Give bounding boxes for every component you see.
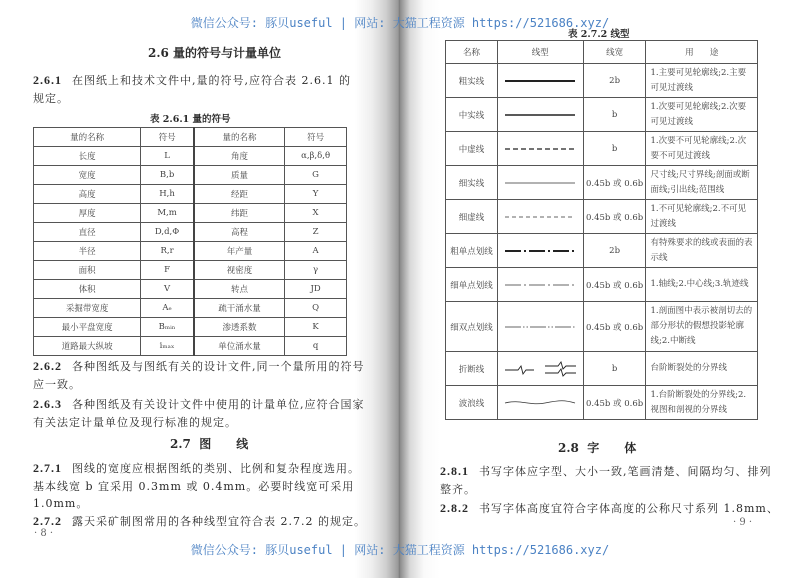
usage-cell: 1.剖面图中表示被剖切去的部分形状的假想投影轮廓线;2.中断线 bbox=[646, 302, 758, 352]
symbol-cell: K bbox=[285, 318, 347, 337]
line-sample-cell bbox=[497, 98, 583, 132]
column-header: 用 途 bbox=[646, 41, 758, 64]
quantity-name-cell: 厚度 bbox=[34, 204, 141, 223]
clause-number: 2.6.1 bbox=[33, 73, 62, 87]
quantity-name-cell: 角度 bbox=[194, 147, 285, 166]
quantity-name-cell: 体积 bbox=[34, 280, 141, 299]
text-line: 在图纸上和技术文件中,量的符号,应符合表 2.6.1 的 bbox=[72, 74, 351, 87]
table-row bbox=[446, 302, 758, 352]
line-sample-cell bbox=[497, 132, 583, 166]
quantity-name-cell: 最小平盘宽度 bbox=[34, 318, 141, 337]
table-row bbox=[446, 268, 758, 302]
line-name-cell: 粗单点划线 bbox=[446, 234, 498, 268]
thick-solid-line-sample-icon bbox=[500, 73, 580, 89]
paragraph-2-6-3: 2.6.3 各种图纸及有关设计文件中使用的计量单位,应符合国家 bbox=[33, 397, 365, 411]
usage-cell: 1.主要可见轮廓线;2.主要可见过渡线 bbox=[646, 64, 758, 98]
quantity-name-cell: 高程 bbox=[194, 223, 285, 242]
usage-cell: 1.次要可见轮廓线;2.次要可见过渡线 bbox=[646, 98, 758, 132]
symbol-cell: L bbox=[141, 147, 194, 166]
quantity-name-cell: 转点 bbox=[194, 280, 285, 299]
column-header: 名称 bbox=[446, 41, 498, 64]
line-width-cell: 0.45b 或 0.6b bbox=[583, 166, 646, 200]
wavy-line-sample-icon bbox=[500, 395, 580, 411]
watermark-bottom: 微信公众号: 豚贝useful | 网站: 大猫工程资源 https://521686.xyz/ bbox=[190, 543, 610, 557]
column-header: 符号 bbox=[285, 128, 347, 147]
table-row bbox=[446, 132, 758, 166]
line-width-cell: 2b bbox=[583, 234, 646, 268]
quantity-name-cell: 长度 bbox=[34, 147, 141, 166]
table-row bbox=[34, 223, 347, 242]
paragraph-2-8-1: 2.8.1 书写字体应字型、大小一致,笔画清楚、间隔均匀、排列 bbox=[440, 464, 772, 478]
paragraph-2-6-2: 2.6.2 各种图纸及与图纸有关的设计文件,同一个量所用的符号 bbox=[33, 359, 365, 373]
symbol-cell: H,h bbox=[141, 185, 194, 204]
line-name-cell: 粗实线 bbox=[446, 64, 498, 98]
column-header: 线宽 bbox=[583, 41, 646, 64]
line-sample-cell bbox=[497, 166, 583, 200]
table-row bbox=[446, 200, 758, 234]
table-row bbox=[446, 64, 758, 98]
section-heading-2-7: 2.7 图 线 bbox=[170, 437, 249, 451]
usage-cell: 1.轴线;2.中心线;3.轨迹线 bbox=[646, 268, 758, 302]
section-heading-2-8: 2.8 字 体 bbox=[558, 441, 637, 455]
thin-dashed-line-sample-icon bbox=[500, 209, 580, 225]
table-row bbox=[446, 166, 758, 200]
table-row bbox=[34, 318, 347, 337]
quantity-name-cell: 年产量 bbox=[194, 242, 285, 261]
usage-cell: 1.台阶断裂处的分界线;2.视图和剖视的分界线 bbox=[646, 386, 758, 420]
line-width-cell: b bbox=[583, 98, 646, 132]
symbol-cell: D,d,Φ bbox=[141, 223, 194, 242]
medium-dashed-line-sample-icon bbox=[500, 141, 580, 157]
symbol-cell: G bbox=[285, 166, 347, 185]
paragraph-2-6-1 bbox=[33, 72, 351, 88]
table-row bbox=[34, 299, 347, 318]
symbol-cell: q bbox=[285, 337, 347, 356]
table-row bbox=[34, 185, 347, 204]
symbol-cell: Aₑ bbox=[141, 299, 194, 318]
line-name-cell: 中虚线 bbox=[446, 132, 498, 166]
line-name-cell: 细单点划线 bbox=[446, 268, 498, 302]
line-sample-cell bbox=[497, 302, 583, 352]
line-width-cell: 0.45b 或 0.6b bbox=[583, 386, 646, 420]
table-row bbox=[446, 98, 758, 132]
symbol-cell: A bbox=[285, 242, 347, 261]
table-row bbox=[34, 147, 347, 166]
line-sample-cell bbox=[497, 386, 583, 420]
symbol-cell: γ bbox=[285, 261, 347, 280]
usage-cell: 1.次要不可见轮廓线;2.次要不可见过渡线 bbox=[646, 132, 758, 166]
paragraph-2-7-2: 2.7.2 露天采矿制图常用的各种线型宜符合表 2.7.2 的规定。 bbox=[33, 514, 366, 528]
symbol-cell: B,b bbox=[141, 166, 194, 185]
text-line: 基本线宽 b 宜采用 0.3mm 或 0.4mm。必要时线宽可采用 bbox=[33, 480, 355, 493]
section-heading-2-6: 2.6 量的符号与计量单位 bbox=[148, 46, 282, 60]
text-line: 规定。 bbox=[33, 92, 69, 105]
quantity-name-cell: 单位涌水量 bbox=[194, 337, 285, 356]
quantity-name-cell: 质量 bbox=[194, 166, 285, 185]
line-sample-cell bbox=[497, 268, 583, 302]
usage-cell: 尺寸线;尺寸界线;剖面或断面线;引出线;范围线 bbox=[646, 166, 758, 200]
line-sample-cell bbox=[497, 200, 583, 234]
line-width-cell: 2b bbox=[583, 64, 646, 98]
table-row bbox=[446, 352, 758, 386]
usage-cell: 台阶断裂处的分界线 bbox=[646, 352, 758, 386]
symbol-cell: M,m bbox=[141, 204, 194, 223]
line-name-cell: 中实线 bbox=[446, 98, 498, 132]
column-header: 量的名称 bbox=[194, 128, 285, 147]
text-line: 有关法定计量单位及现行标准的规定。 bbox=[33, 416, 237, 429]
symbol-cell: Q bbox=[285, 299, 347, 318]
line-width-cell: b bbox=[583, 132, 646, 166]
quantity-name-cell: 宽度 bbox=[34, 166, 141, 185]
symbol-cell: α,β,δ,θ bbox=[285, 147, 347, 166]
table-row bbox=[34, 261, 347, 280]
column-header: 量的名称 bbox=[34, 128, 141, 147]
symbol-cell: JD bbox=[285, 280, 347, 299]
symbol-cell: V bbox=[141, 280, 194, 299]
quantity-name-cell: 直径 bbox=[34, 223, 141, 242]
quantity-name-cell: 面积 bbox=[34, 261, 141, 280]
table-caption: 表 2.6.1 量的符号 bbox=[150, 114, 231, 125]
symbol-cell: F bbox=[141, 261, 194, 280]
quantity-name-cell: 经距 bbox=[194, 185, 285, 204]
quantity-name-cell: 采掘带宽度 bbox=[34, 299, 141, 318]
text-line: 应一致。 bbox=[33, 378, 81, 391]
line-name-cell: 折断线 bbox=[446, 352, 498, 386]
table-row bbox=[446, 234, 758, 268]
line-width-cell: 0.45b 或 0.6b bbox=[583, 302, 646, 352]
column-header: 线型 bbox=[497, 41, 583, 64]
right-page bbox=[400, 0, 800, 578]
line-name-cell: 细双点划线 bbox=[446, 302, 498, 352]
table-header-row bbox=[446, 41, 758, 64]
line-width-cell: b bbox=[583, 352, 646, 386]
thin-dash-dot-dot-line-sample-icon bbox=[500, 319, 580, 335]
text-line: 1.0mm。 bbox=[33, 497, 89, 510]
symbol-cell: iₘₐₓ bbox=[141, 337, 194, 356]
usage-cell: 有特殊要求的线或表面的表示线 bbox=[646, 234, 758, 268]
quantity-name-cell: 疏干涌水量 bbox=[194, 299, 285, 318]
break-line-sample-icon bbox=[500, 361, 580, 377]
medium-solid-line-sample-icon bbox=[500, 107, 580, 123]
quantity-name-cell: 纬距 bbox=[194, 204, 285, 223]
line-sample-cell bbox=[497, 64, 583, 98]
quantity-name-cell: 视密度 bbox=[194, 261, 285, 280]
text-line: 整齐。 bbox=[440, 483, 476, 496]
thin-dash-dot-line-sample-icon bbox=[500, 277, 580, 293]
column-header: 符号 bbox=[141, 128, 194, 147]
usage-cell: 1.不可见轮廓线;2.不可见过渡线 bbox=[646, 200, 758, 234]
thin-solid-line-sample-icon bbox=[500, 175, 580, 191]
quantity-name-cell: 半径 bbox=[34, 242, 141, 261]
table-row bbox=[34, 337, 347, 356]
line-name-cell: 波浪线 bbox=[446, 386, 498, 420]
table-row bbox=[446, 386, 758, 420]
watermark-top: 微信公众号: 豚贝useful | 网站: 大猫工程资源 https://521686.xyz/ bbox=[190, 16, 610, 30]
paragraph-2-7-1: 2.7.1 图线的宽度应根据图纸的类别、比例和复杂程度选用。 bbox=[33, 461, 360, 475]
table-row bbox=[34, 242, 347, 261]
line-width-cell: 0.45b 或 0.6b bbox=[583, 200, 646, 234]
table-row bbox=[34, 204, 347, 223]
page-number: · 8 · bbox=[34, 528, 54, 539]
table-caption: 表 2.7.2 线型 bbox=[568, 29, 630, 40]
line-name-cell: 细虚线 bbox=[446, 200, 498, 234]
line-sample-cell bbox=[497, 352, 583, 386]
symbol-cell: R,r bbox=[141, 242, 194, 261]
quantity-symbols-table bbox=[33, 127, 347, 356]
thick-dash-dot-line-sample-icon bbox=[500, 243, 580, 259]
line-sample-cell bbox=[497, 234, 583, 268]
paragraph-2-8-2: 2.8.2 书写字体高度宜符合字体高度的公称尺寸系列 1.8mm、 bbox=[440, 501, 779, 515]
table-row bbox=[34, 166, 347, 185]
page-number: · 9 · bbox=[733, 517, 753, 528]
line-name-cell: 细实线 bbox=[446, 166, 498, 200]
symbol-cell: X bbox=[285, 204, 347, 223]
symbol-cell: Z bbox=[285, 223, 347, 242]
quantity-name-cell: 高度 bbox=[34, 185, 141, 204]
line-types-table bbox=[445, 40, 758, 420]
quantity-name-cell: 渗透系数 bbox=[194, 318, 285, 337]
symbol-cell: Y bbox=[285, 185, 347, 204]
table-row bbox=[34, 280, 347, 299]
table-header-row bbox=[34, 128, 347, 147]
line-width-cell: 0.45b 或 0.6b bbox=[583, 268, 646, 302]
symbol-cell: Bₘᵢₙ bbox=[141, 318, 194, 337]
quantity-name-cell: 道路最大纵坡 bbox=[34, 337, 141, 356]
